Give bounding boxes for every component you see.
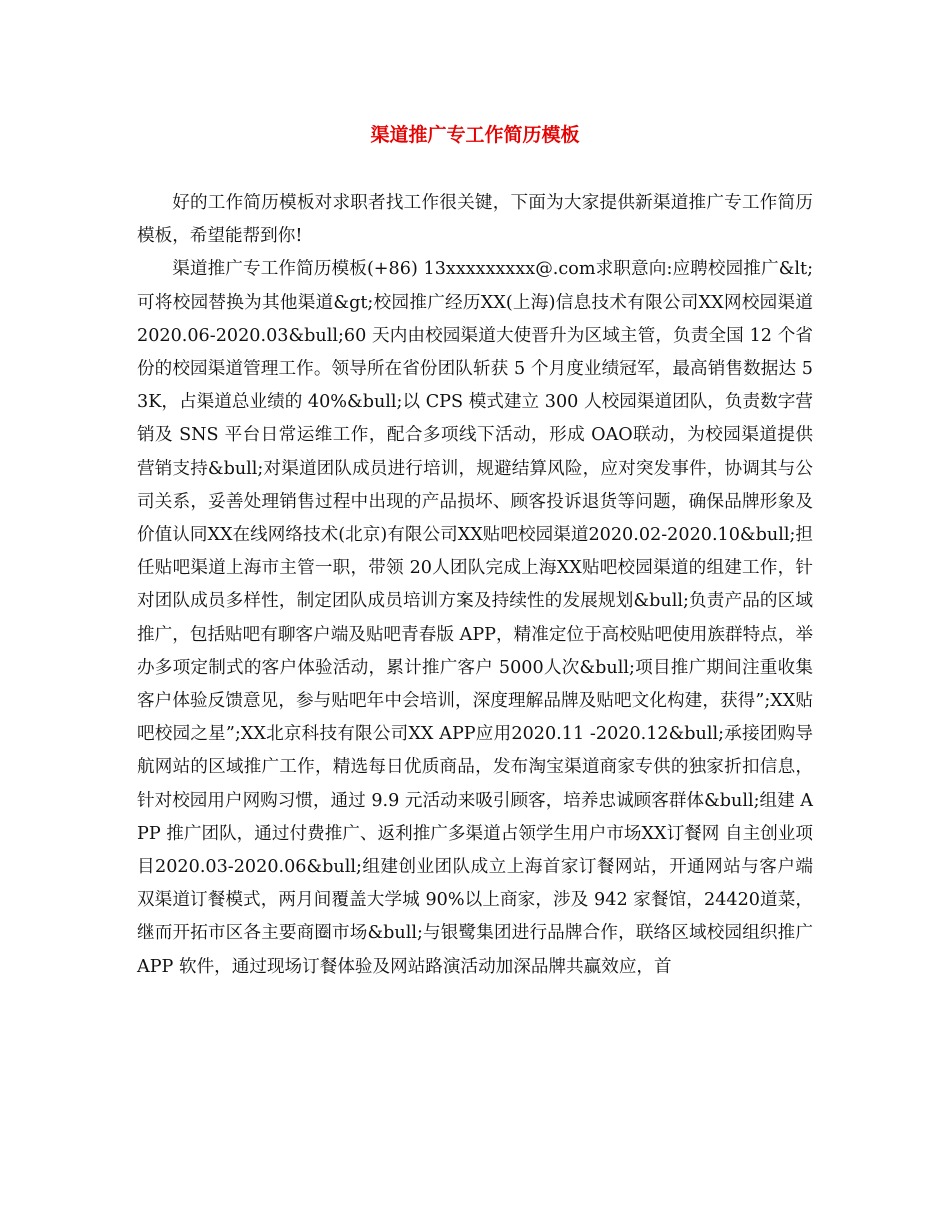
resume-paragraph: 渠道推广专工作简历模板(+86) 13xxxxxxxxx@.com求职意向:应聘校园推广&lt;可将校园替换为其他渠道&gt;校园推广经历XX(上海)信息技术有限公司XX网校园渠道2020.06-2020.03&bull;60 天内由校园渠道大使晋升为区域主管，负责全国 12 个省份的校园渠道管理工作。领导所在省份团队斩获 5 个月度业绩冠军，最高销售数据达 53K，占渠道总业绩的 40%&bull;以 CPS 模式建立 300 人校园渠道团队，负责数字营销及 SNS 平台日常运维工作，配合多项线下活动，形成 OAO联动，为校园渠道提供营销支持&bull;对渠道团队成员进行培训，规避结算风险，应对突发事件，协调其与公司关系，妥善处理销售过程中出现的产品损坏、顾客投诉退货等问题，确保品牌形象及价值认同XX在线网络技术(北京)有限公司XX贴吧校园渠道2020.02-2020.10&bull;担任贴吧渠道上海市主管一职，带领 20人团队完成上海XX贴吧校园渠道的组建工作，针对团队成员多样性，制定团队成员培训方案及持续性的发展规划&bull;负责产品的区域推广，包括贴吧有聊客户端及贴吧青春版 APP，精准定位于高校贴吧使用族群特点，举办多项定制式的客户体验活动，累计推广客户 5000人次&bull;项目推广期间注重收集客户体验反馈意见，参与贴吧年中会培训，深度理解品牌及贴吧文化构建，获得”;XX贴吧校园之星”;XX北京科技有限公司XX APP应用2020.11 -2020.12&bull;承接团购导航网站的区域推广工作，精选每日优质商品，发布淘宝渠道商家专供的独家折扣信息，针对校园用户网购习惯，通过 9.9 元活动来吸引顾客，培养忠诚顾客群体&bull;组建 APP 推广团队，通过付费推广、返利推广多渠道占领学生用户市场XX订餐网 自主创业项目2020.03-2020.06&bull;组建创业团队成立上海首家订餐网站，开通网站与客户端双渠道订餐模式，两月间覆盖大学城 90%以上商家，涉及 942 家餐馆，24420道菜，继而开拓市区各主要商圈市场&bull;与银鹭集团进行品牌合作，联络区域校园组织推广 APP 软件，通过现场订餐体验及网站路演活动加深品牌共赢效应，首 (137, 259, 813, 977)
intro-paragraph: 好的工作简历模板对求职者找工作很关键，下面为大家提供新渠道推广专工作简历模板，希望能帮到你! (137, 193, 813, 247)
document-title: 渠道推广专工作简历模板 (370, 124, 580, 146)
document-body (137, 187, 813, 984)
